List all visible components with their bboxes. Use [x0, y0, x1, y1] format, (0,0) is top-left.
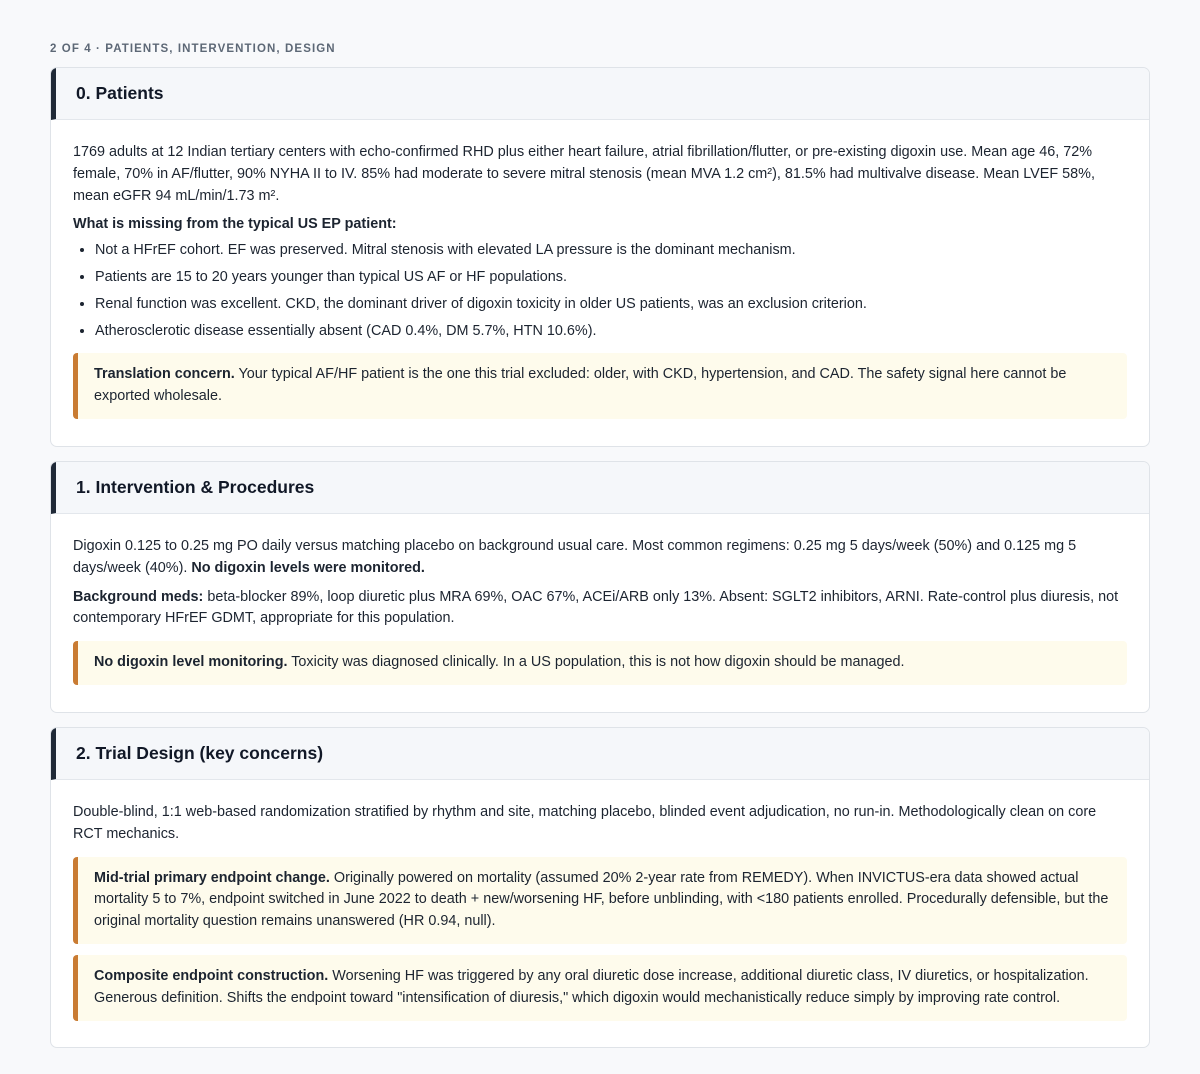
callout-title: Composite endpoint construction.: [94, 967, 329, 984]
background-meds-paragraph: [73, 587, 1127, 631]
callout-title: Mid-trial primary endpoint change.: [94, 869, 330, 886]
list-item: • Patients are 15 to 20 years younger than typical US AF or HF populations.: [95, 267, 1127, 289]
callout-text: Your typical AF/HF patient is the one this trial excluded: older, with CKD, hypertension, and CAD. The safety signal here cannot be exported wholesale.: [94, 366, 1067, 405]
composite-endpoint-callout: [73, 955, 1127, 1021]
intervention-title: 1. Intervention & Procedures: [76, 476, 315, 497]
regimen-emphasis: No digoxin levels were monitored.: [191, 559, 425, 576]
intervention-card: [50, 461, 1150, 713]
regimen-text: Digoxin 0.125 to 0.25 mg PO daily versus matching placebo on background usual care. Most common regimens: 0.25 mg 5 days/week (50%) and 0.125 mg 5 days/week (40%).: [73, 537, 1077, 576]
design-card-body: [51, 780, 1149, 1047]
patients-intro: 1769 adults at 12 Indian tertiary centers with echo-confirmed RHD plus either heart failure, atrial fibrillation/flutter, or pre-existing digoxin use. Mean age 46, 72% female, 70% in AF/flutter, 90% NYHA II to IV. 85% had moderate to severe mitral stenosis (mean MVA 1.2 cm²), 81.5% had multivalve disease. Mean LVEF 58%, mean eGFR 94 mL/min/1.73 m².: [73, 144, 1095, 204]
list-item: • Not a HFrEF cohort. EF was preserved. Mitral stenosis with elevated LA pressure is the dominant mechanism.: [95, 240, 1127, 262]
patients-missing-list: [73, 240, 1127, 342]
patients-card-header: [51, 68, 1149, 120]
callout-title: Translation concern.: [94, 366, 235, 383]
intervention-card-header: [51, 462, 1149, 514]
intervention-card-body: [51, 514, 1149, 712]
list-item: • Renal function was excellent. CKD, the dominant driver of digoxin toxicity in older US patients, was an exclusion criterion.: [95, 294, 1127, 316]
endpoint-change-callout: [73, 857, 1127, 944]
callout-text: Toxicity was diagnosed clinically. In a US population, this is not how digoxin should be managed.: [287, 654, 905, 671]
background-meds-text: beta-blocker 89%, loop diuretic plus MRA 69%, OAC 67%, ACEi/ARB only 13%. Absent: SGLT2 inhibitors, ARNI. Rate-control plus diuresis, not contemporary HFrEF GDMT, appropriate for this population.: [73, 588, 1119, 627]
callout-text: Worsening HF was triggered by any oral diuretic dose increase, additional diuretic class, IV diuretics, or hospitalization. Generous definition. Shifts the endpoint toward "intensification of diuresis," which digoxin would mechanistically reduce simply by improving rate control.: [94, 967, 1089, 1006]
callout-text: Originally powered on mortality (assumed 20% 2-year rate from REMEDY). When INVICTUS-era data showed actual mortality 5 to 7%, endpoint switched in June 2022 to death + new/worsening HF, before unblinding, with <180 patients enrolled. Procedurally defensible, but the original mortality question remains unanswered (HR 0.94, null).: [94, 869, 1109, 930]
callout-title: No digoxin level monitoring.: [94, 654, 288, 671]
patients-card-body: [51, 120, 1149, 446]
design-title: 2. Trial Design (key concerns): [76, 742, 324, 763]
design-card: [50, 727, 1150, 1048]
patients-title: 0. Patients: [76, 83, 164, 103]
design-intro: Double-blind, 1:1 web-based randomization stratified by rhythm and site, matching placebo, blinded event adjudication, no run-in. Methodologically clean on core RCT mechanics.: [73, 803, 1097, 842]
design-card-header: [51, 728, 1149, 780]
patients-missing-heading: What is missing from the typical US EP patient:: [73, 216, 397, 233]
translation-concern-callout: [73, 353, 1127, 419]
section-label: 2 OF 4 · PATIENTS, INTERVENTION, DESIGN: [50, 43, 336, 55]
no-level-monitoring-callout: [73, 641, 1127, 685]
list-item: • Atherosclerotic disease essentially absent (CAD 0.4%, DM 5.7%, HTN 10.6%).: [95, 321, 1127, 343]
intervention-regimen-paragraph: [73, 536, 1127, 580]
background-meds-label: Background meds:: [73, 588, 204, 605]
patients-card: [50, 67, 1150, 447]
